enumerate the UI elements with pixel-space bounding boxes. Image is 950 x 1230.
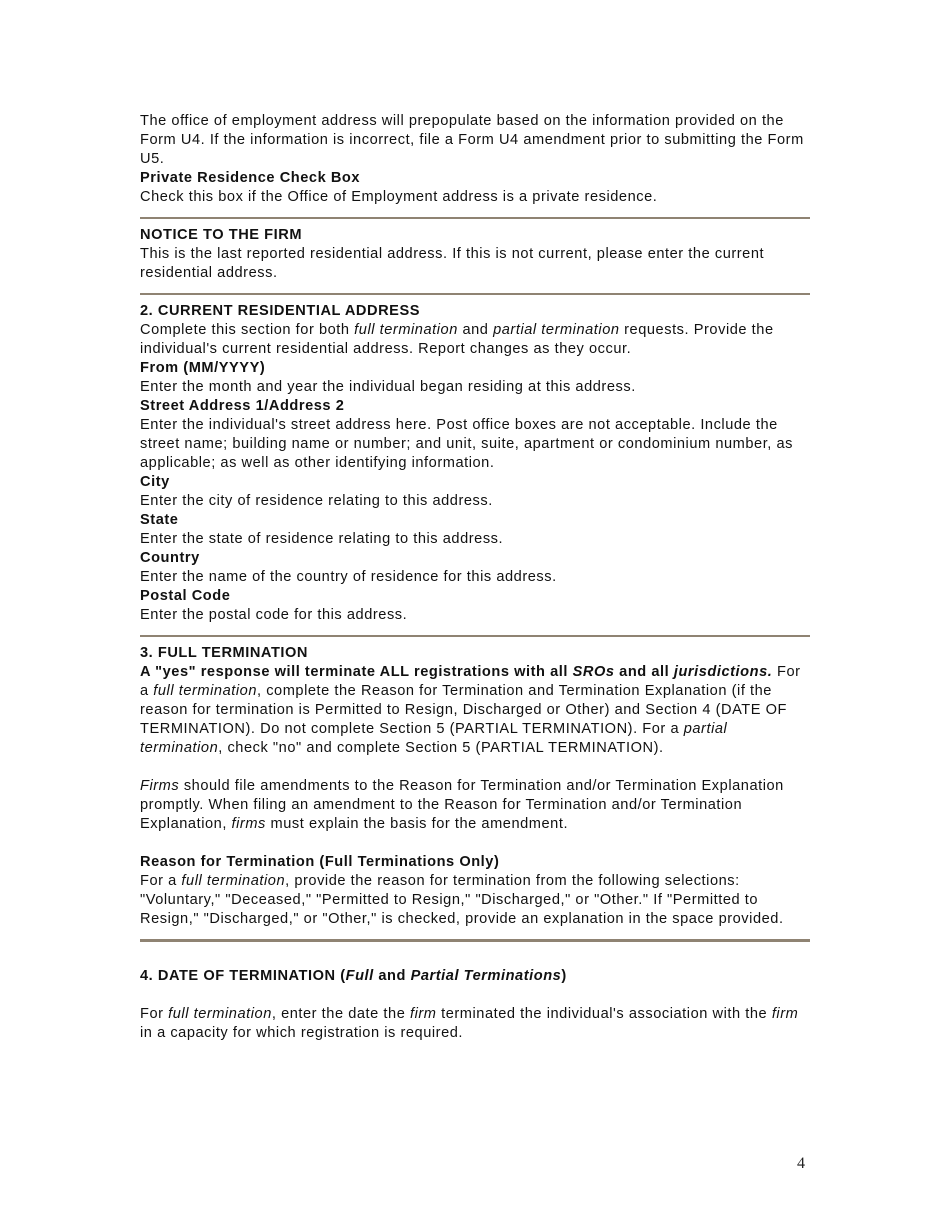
paragraph-gap: [140, 986, 810, 1005]
country-heading: Country: [140, 550, 200, 566]
section-2-heading: 2. CURRENT RESIDENTIAL ADDRESS: [140, 303, 421, 319]
section-3-paragraph-1: A "yes" response will terminate ALL registrations with all SROs and all jurisdictions. For a full termination, complete the Reason for Termination and Termination Explanation (if the reason for termination is Permitted to Resign, Discharged or Other) and Section 4 (DATE OF TERMINATION). Do not complete Section 5 (PARTIAL TERMINATION). For a partial termination, check "no" and complete Section 5 (PARTIAL TERMINATION).: [140, 664, 801, 756]
section-divider: [140, 939, 810, 942]
notice-heading: NOTICE TO THE FIRM: [140, 227, 303, 243]
from-heading: From (MM/YYYY): [140, 360, 266, 376]
section-3-paragraph-2: Firms should file amendments to the Reason for Termination and/or Termination Explanation promptly. When filing an amendment to the Reason for Termination and/or Termination Explanation, firms must explain the basis for the amendment.: [140, 778, 784, 832]
section-2-intro: Complete this section for both full termination and partial termination requests. Provide the individual's current residential address. Report changes as they occur.: [140, 322, 774, 357]
street-address-heading: Street Address 1/Address 2: [140, 398, 345, 414]
from-text: Enter the month and year the individual began residing at this address.: [140, 379, 636, 395]
postal-code-text: Enter the postal code for this address.: [140, 607, 408, 623]
page-number: 4: [797, 1155, 805, 1172]
paragraph-gap: [140, 758, 810, 777]
page-content: [140, 112, 810, 1043]
state-heading: State: [140, 512, 179, 528]
paragraph-gap: [140, 949, 810, 967]
section-3-heading: 3. FULL TERMINATION: [140, 645, 309, 661]
city-text: Enter the city of residence relating to this address.: [140, 493, 493, 509]
country-text: Enter the name of the country of residence for this address.: [140, 569, 557, 585]
section-4-heading: 4. DATE OF TERMINATION (Full and Partial Terminations): [140, 968, 567, 984]
postal-code-heading: Postal Code: [140, 588, 231, 604]
state-text: Enter the state of residence relating to this address.: [140, 531, 504, 547]
private-residence-text: Check this box if the Office of Employment address is a private residence.: [140, 189, 658, 205]
reason-heading: Reason for Termination (Full Terminations Only): [140, 854, 500, 870]
city-heading: City: [140, 474, 170, 490]
paragraph-gap: [140, 834, 810, 853]
street-address-text: Enter the individual's street address here. Post office boxes are not acceptable. Include the street name; building name or number; and unit, suite, apartment or condominium number, as applicable; as well as other identifying information.: [140, 417, 794, 471]
section-divider: [140, 293, 810, 295]
private-residence-heading: Private Residence Check Box: [140, 170, 361, 186]
section-divider: [140, 635, 810, 637]
section-divider: [140, 217, 810, 219]
reason-text: For a full termination, provide the reason for termination from the following selections: "Voluntary," "Deceased," "Permitted to Resign," "Discharged," or "Other." If "Permitted to Resign," "Discharged," or "Other," is checked, provide an explanation in the space provided.: [140, 873, 784, 927]
office-employment-text: The office of employment address will prepopulate based on the information provided on the Form U4. If the information is incorrect, file a Form U4 amendment prior to submitting the Form U5.: [140, 113, 804, 167]
notice-text: This is the last reported residential address. If this is not current, please enter the current residential address.: [140, 246, 765, 281]
section-4-text: For full termination, enter the date the firm terminated the individual's association with the firm in a capacity for which registration is required.: [140, 1006, 799, 1041]
